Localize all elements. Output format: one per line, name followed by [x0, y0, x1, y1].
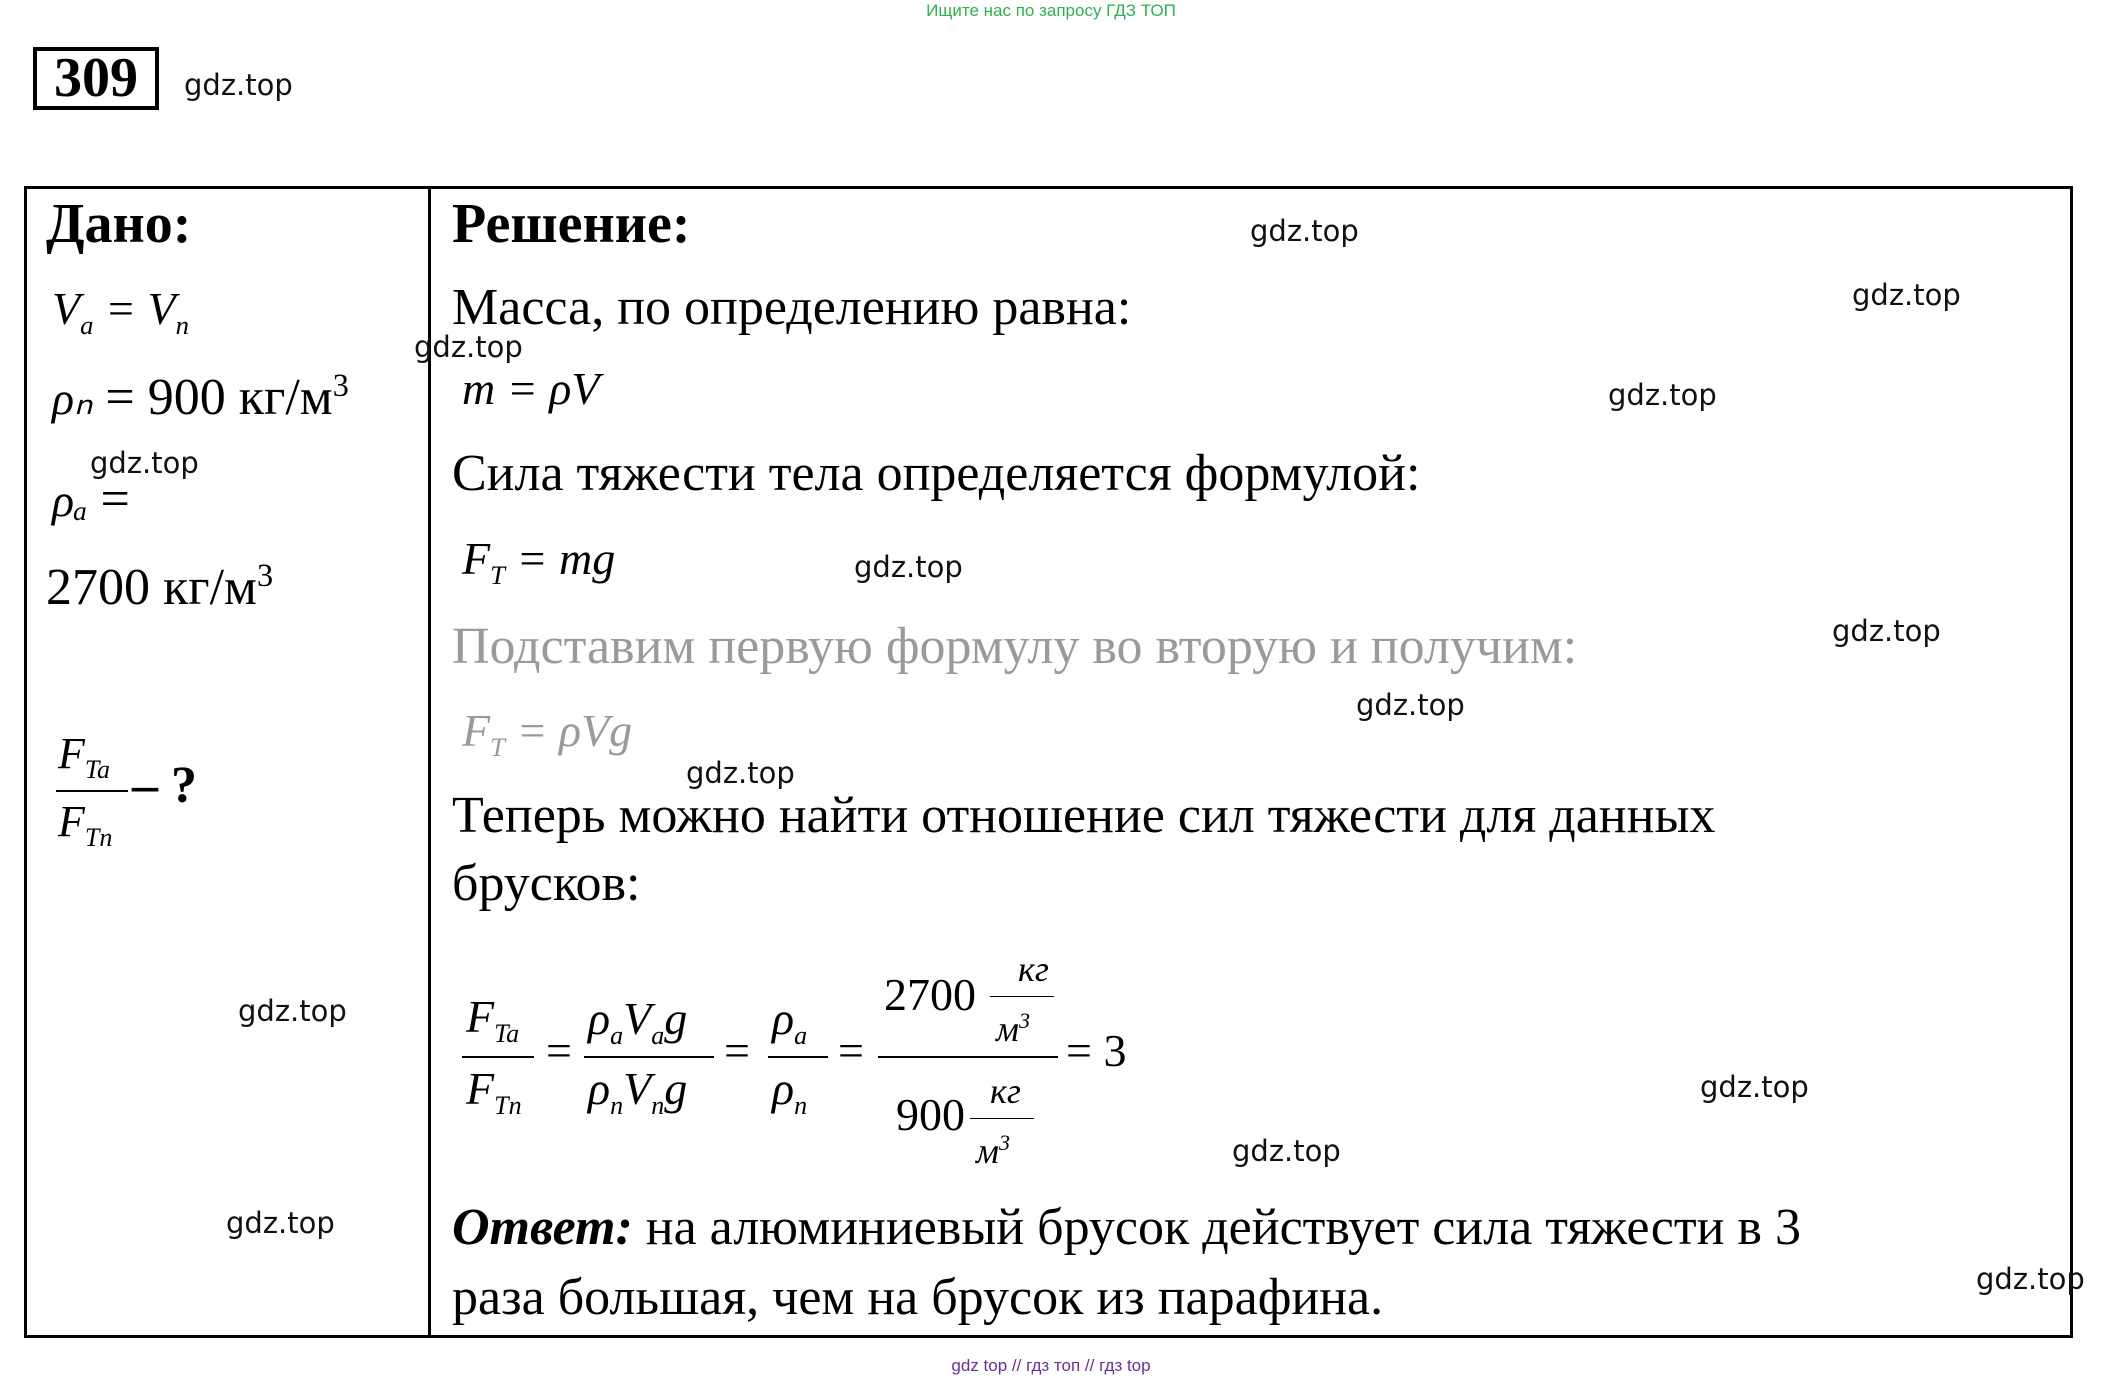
watermark: gdz.top — [90, 446, 199, 480]
equals-1: = — [546, 1025, 572, 1076]
answer-label: Ответ: — [452, 1199, 633, 1256]
solution-gravity-text: Сила тяжести тела определяется формулой: — [452, 445, 1421, 502]
watermark: gdz.top — [184, 68, 293, 102]
substituted-formula: $F_T = \rho Vg$ — [462, 705, 633, 763]
solution-mass-text: Масса, по определению равна: — [452, 279, 1132, 336]
gravity-formula: $F_T$ = mg — [462, 533, 616, 591]
solution-substitute-text: Подставим первую формулу во вторую и получим: — [452, 618, 1578, 675]
find-denominator: $F_{Tn}$ — [58, 797, 113, 852]
unit-kg-bottom: кг — [990, 1071, 1021, 1111]
unit-bar-top — [990, 996, 1054, 997]
rho-p-unit-power: 3 — [332, 367, 349, 404]
watermark: gdz.top — [1250, 214, 1359, 248]
unit-bar-bottom — [970, 1118, 1034, 1119]
answer-text-1: на алюминиевый брусок действует сила тяжести в 3 — [632, 1199, 1801, 1256]
ratio-result: = 3 — [1066, 1025, 1127, 1076]
watermark: gdz.top — [1608, 378, 1717, 412]
solution-heading: Решение: — [452, 193, 691, 255]
ratio-bar-1 — [462, 1056, 534, 1058]
watermark: gdz.top — [1976, 1262, 2085, 1296]
watermark: gdz.top — [414, 330, 523, 364]
given-volume-equality: $V_a = V_n$ — [52, 283, 189, 341]
ratio-rho-v-num: $\rho_aV_ag$ — [588, 993, 688, 1051]
num-2700: 2700 — [884, 969, 976, 1020]
rho-a-symbol: ρₐ — [52, 475, 88, 526]
solution-ratio-text-2: брусков: — [452, 855, 641, 912]
rho-p-value: = 900 кг/м — [105, 369, 333, 426]
ratio-rho-den: $\rho_n$ — [772, 1063, 808, 1121]
ratio-bar-2 — [584, 1056, 714, 1058]
unit-kg-top: кг — [1018, 949, 1049, 989]
watermark: gdz.top — [1356, 688, 1465, 722]
ratio-rho-v-den: $\rho_nV_ng$ — [588, 1063, 688, 1121]
answer-line-2: раза большая, чем на брусок из парафина. — [452, 1269, 1384, 1326]
answer-line-1 — [452, 1198, 1801, 1257]
find-question: – ? — [132, 757, 197, 814]
ratio-denominator-f: $F_{Tn}$ — [466, 1063, 522, 1121]
rho-a-value: 2700 кг/м — [46, 559, 257, 616]
problem-number: 309 — [33, 47, 159, 110]
ratio-rho-num: $\rho_a$ — [772, 993, 808, 1051]
unit-m3-bottom: $м^3$ — [976, 1130, 1010, 1171]
solution-ratio-text-1: Теперь можно найти отношение сил тяжести для данных — [452, 787, 1716, 844]
watermark: gdz.top — [686, 756, 795, 790]
watermark: gdz.top — [1232, 1134, 1341, 1168]
search-banner: Ищите нас по запросу ГДЗ ТОП — [926, 1, 1176, 20]
numeric-main-bar — [878, 1056, 1058, 1058]
equals-3: = — [838, 1025, 864, 1076]
watermark: gdz.top — [238, 994, 347, 1028]
equals-2: = — [724, 1025, 750, 1076]
ratio-numerator-f: $F_{Ta}$ — [466, 991, 520, 1049]
watermark: gdz.top — [1832, 614, 1941, 648]
watermark: gdz.top — [226, 1206, 335, 1240]
solution-table — [24, 186, 2073, 1338]
ratio-bar-3 — [768, 1056, 828, 1058]
rho-p-symbol: ρₙ — [52, 373, 93, 424]
watermark: gdz.top — [1852, 278, 1961, 312]
watermark: gdz.top — [1700, 1070, 1809, 1104]
mass-formula: m = ρV — [462, 363, 600, 414]
footer-links: gdz top // гдз топ // гдз top — [951, 1356, 1151, 1375]
num-900: 900 — [896, 1089, 965, 1140]
rho-a-unit-power: 3 — [256, 557, 274, 594]
rho-a-equals: = — [100, 471, 130, 528]
find-fraction-bar — [56, 790, 128, 792]
unit-m3-top: $м^3$ — [996, 1008, 1030, 1049]
given-heading: Дано: — [46, 193, 192, 255]
given-aluminium-density-value — [46, 558, 273, 617]
find-numerator: $F_{Ta}$ — [58, 729, 110, 784]
given-paraffin-density — [52, 368, 349, 427]
watermark: gdz.top — [854, 550, 963, 584]
